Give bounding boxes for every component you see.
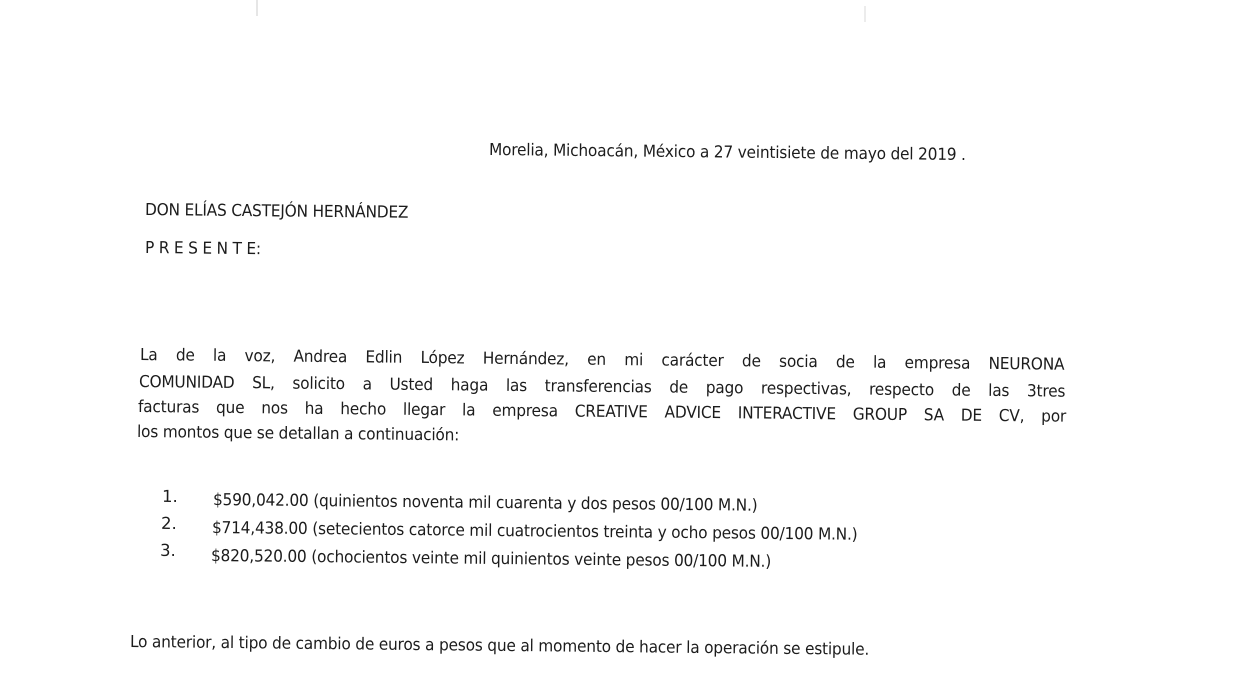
body-line: facturas que nos ha hecho llegar la empresa CREATIVE ADVICE INTERACTIVE GROUP SA DE CV, por [137,397,1067,426]
body-line: COMUNIDAD SL, solicito a Usted haga las transferencias de pago respectivas, respecto de las 3tres [138,372,1066,401]
list-number: 2. [160,513,177,534]
list-number: 1. [161,486,178,507]
recipient-name: DON ELÍAS CASTEJÓN HERNÁNDEZ [144,200,409,222]
amount-item: $820,520.00 (ochocientos veinte mil quinientos veinte pesos 00/100 M.N.) [210,546,772,571]
body-line: La de la voz, Andrea Edlin López Hernández, en mi carácter de socia de la empresa NEURONA [139,345,1065,374]
list-number: 3. [159,540,176,561]
amount-item: $714,438.00 (setecientos catorce mil cuatrocientos treinta y ocho pesos 00/100 M.N.) [211,518,858,544]
body-line: los montos que se detallan a continuación: [136,422,460,445]
closing-line: Lo anterior, al tipo de cambio de euros a pesos que al momento de hacer la operación se estipule. [129,632,870,659]
scan-artifact [864,6,866,22]
date-line: Morelia, Michoacán, México a 27 veintisiete de mayo del 2019 . [488,140,966,164]
amount-item: $590,042.00 (quinientos noventa mil cuarenta y dos pesos 00/100 M.N.) [212,490,758,515]
salutation: P R E S E N T E: [144,238,262,259]
scan-artifact [256,0,258,16]
